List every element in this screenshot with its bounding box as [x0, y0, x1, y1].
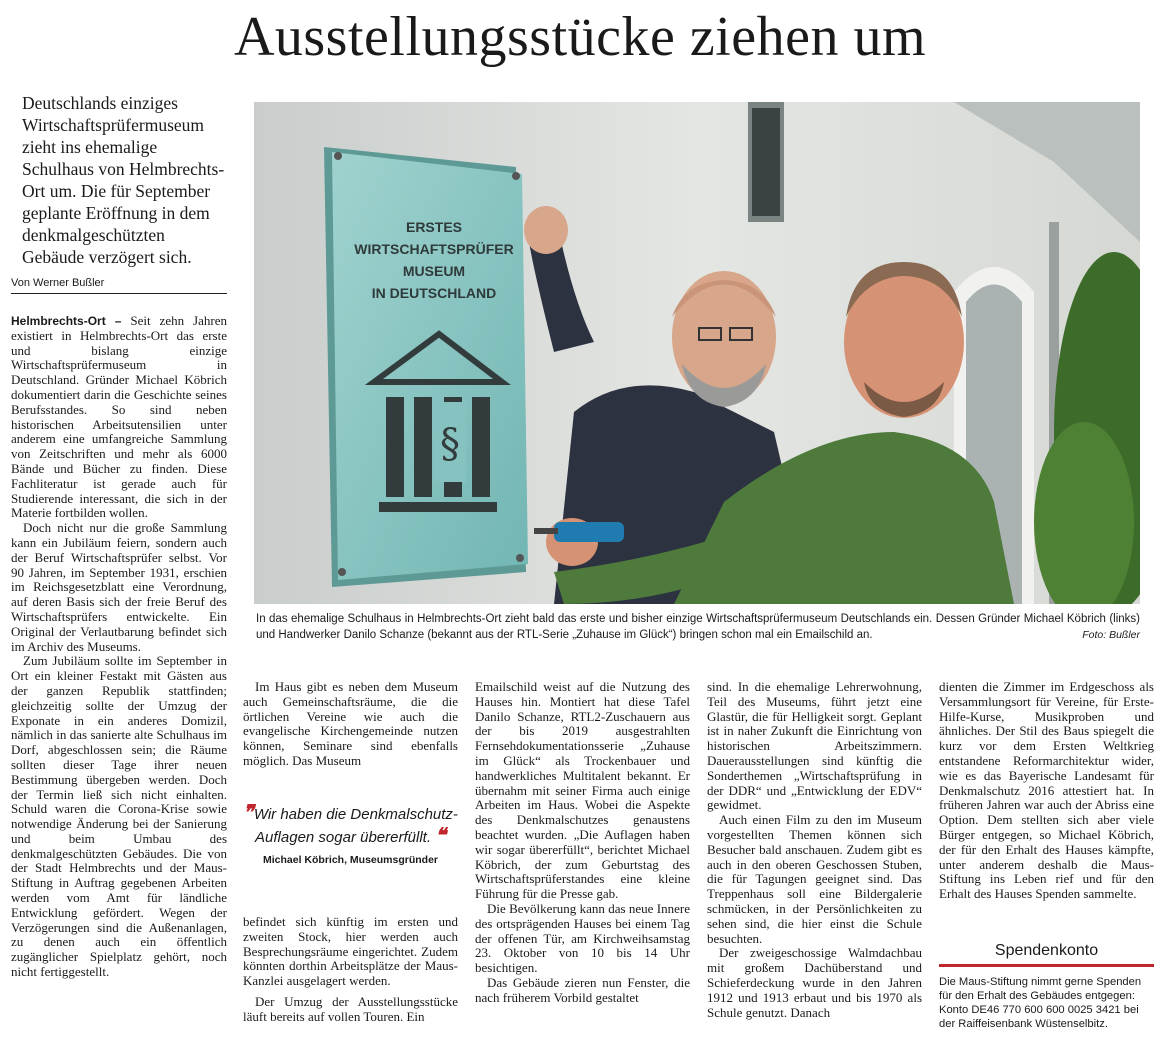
teaser: Deutschlands einziges Wirtschaftsprüfermuseum zieht ins ehemalige Schulhaus von Helmbrechts-Ort um. Die für September geplante Eröffnung in dem denkmalgeschützten Gebäude verzögert sich. — [22, 93, 225, 267]
paragraph: Auch einen Film zu den im Museum vorgestellten Themen können sich Besucher bald anschauen. Zudem gibt es auch in den oberen Geschossen Stuben, die für Tagungen geeignet sind. Das Treppenhaus soll eine Bildergalerie schmücken, in der Persönlichkeiten zu sehen sind, die hier einst die Schule besuchten. — [707, 812, 922, 946]
quote-open-mark: ❞ — [243, 800, 254, 824]
sign-line-1: ERSTES — [405, 219, 463, 235]
article-column-5 — [939, 680, 1154, 902]
article-column-4 — [707, 680, 922, 1020]
paragraph-symbol: § — [440, 421, 460, 467]
article-column-1 — [11, 314, 227, 980]
article-column-3 — [475, 680, 690, 1006]
dateline: Helmbrechts-Ort – — [11, 314, 122, 328]
photo-credit: Foto: Bußler — [1082, 629, 1140, 641]
donation-box-text: Die Maus-Stiftung nimmt gerne Spenden für den Erhalt des Gebäudes entgegen: Konto DE46 770 600 600 0025 3421 bei der Raiffeisenbank Wüstenselbitz. — [939, 976, 1142, 1030]
pull-quote — [243, 802, 458, 866]
headline: Ausstellungsstücke ziehen um — [233, 6, 927, 68]
paragraph — [11, 314, 227, 521]
paragraph: Der Umzug der Ausstellungsstücke läuft bereits auf vollen Touren. Ein — [243, 993, 458, 1024]
photo-illustration — [254, 102, 1140, 604]
article-column-2-top — [243, 680, 458, 769]
byline: Von Werner Bußler — [11, 276, 227, 294]
paragraph: Die Bevölkerung kann das neue Innere des ortsprägenden Hauses bei einem Tag der offenen Tür, am Kirchweihsamstag 23. Oktober von 10 bis 14 Uhr besichtigen. — [475, 900, 690, 976]
quote-text-block — [243, 802, 458, 848]
article-column-2-bottom — [243, 915, 458, 1025]
donation-box-title: Spendenkonto — [939, 942, 1154, 967]
paragraph: Zum Jubiläum sollte im September in Ort ein kleiner Festakt mit Gästen aus der ganzen Republik stattfinden; gleichzeitig sollte der Umzug der Exponate in ein anderes Domizil, nämlich in das sanierte alte Schulhaus im Dorf, abgeschlossen sein; die Räume sollten dieser Tage ihrer neuen Bestimmung übergeben werden. Doch der Termin ließ sich nicht einhalten. Schuld waren die Corona-Krise sowie notwendige Änderung bei der Sanierung und beim Umbau des denkmalgeschützten Gebäudes. Die von der Stadt Helmbrechts und der Maus-Stiftung in Auftrag gegebenen Arbeiten werden vom Amt für ländliche Entwicklung gefördert. Wegen der Verzögerungen sind die Außenanlagen, zu denen auch ein öffentlich zugänglicher Spielplatz gehört, noch nicht fertiggestellt. — [11, 653, 227, 980]
donation-box — [939, 942, 1154, 1031]
paragraph: Das Gebäude zieren nun Fenster, die nach früherem Vorbild gestaltet — [475, 974, 690, 1005]
quote-close-mark: ❝ — [435, 823, 446, 847]
paragraph-text: Seit zehn Jahren existiert in Helmbrechts-Ort das erste und bislang einzige Wirtschaftsprüfermuseum in Deutschland. Gründer Michael Köbrich dokumentiert darin die Geschichte seines Berufsstandes. So sind neben historischen Arbeitsutensilien unter anderem eine umfangreiche Sammlung von Zeitschriften und mehr als 6000 Bände und Bücher zu finden. Diese Fachliteratur ist gerade auch für Studierende interessant, die sich in der Materie fortbilden wollen. — [11, 313, 227, 521]
drill — [554, 522, 624, 542]
paragraph: Emailschild weist auf die Nutzung des Hauses hin. Montiert hat diese Tafel Danilo Schanze, RTL2-Zuschauern aus der bis 2019 ausgestrahlten Fernsehdokumentationsserie „Zuhause im Glück“ als Trockenbauer und handwerkliches Multitalent bekannt. Er übernahm mit seiner Firma auch einige Arbeiten im Haus. Wobei die Aspekte des Denkmalschutzes genaustens beachtet wurden. „Die Auflagen haben wir sogar übererfüllt“, berichtet Michael Köbrich, der zum Geburtstag des Wirtschaftsprüferstandes eine kleine Führung für die Presse gab. — [475, 679, 690, 902]
photo-caption — [256, 611, 1140, 643]
paragraph: befindet sich künftig im ersten und zweiten Stock, hier werden auch Besprechungsräume eingerichtet. Zudem könnten dorthin Arbeitsplätze der Maus-Kanzlei ausgelagert werden. — [243, 914, 458, 989]
article-photo — [254, 102, 1140, 604]
paragraph: Im Haus gibt es neben dem Museum auch Gemeinschaftsräume, die die örtlichen Vereine wie auch die evangelische Kirchengemeinde nutzen können, Seminare sind ebenfalls möglich. Das Museum — [243, 679, 458, 768]
museum-sign — [332, 152, 528, 580]
sign-line-3: MUSEUM — [402, 263, 466, 279]
sign-line-4: IN DEUTSCHLAND — [371, 285, 497, 301]
paragraph: Doch nicht nur die große Sammlung kann ein Jubiläum feiern, sondern auch der Beruf Wirtschaftsprüfer selbst. Vor 90 Jahren, im September 1931, erschien im Reichsgesetzblatt eine Verordnung, auf deren Basis sich der freie Beruf des Wirtschaftsprüfers entwickelte. Ein Original der Verlautbarung befindet sich im Archiv des Museums. — [11, 520, 227, 654]
caption-text: In das ehemalige Schulhaus in Helmbrechts-Ort zieht bald das erste und bisher einzige Wirtschaftsprüfermuseum Deutschlands ein. Dessen Gründer Michael Köbrich (links) und Handwerker Danilo Schanze (bekannt aus der RTL-Serie „Zuhause im Glück“) bringen schon mal ein Emailschild an. — [256, 613, 1140, 641]
sign-line-2: WIRTSCHAFTSPRÜFER — [354, 241, 514, 257]
quote-text: Wir haben die Denkmalschutz-Auflagen sogar übererfüllt. — [253, 806, 458, 846]
paragraph: sind. In die ehemalige Lehrerwohnung, Teil des Museums, führt jetzt eine Glastür, die für Helligkeit sorgt. Geplant ist in naher Zukunft die Einrichtung von historischen Arbeitszimmern. Dauerausstellungen sind künftig die Sonderthemen „Wirtschaftsprüfung in der DDR“ und „Entwicklung der EDV“ gewidmet. — [707, 679, 922, 813]
paragraph: Der zweigeschossige Walmdachbau mit großem Dachüberstand und Schieferdeckung wurde in den Jahren 1912 und 1913 erbaut und bis 1970 als Schule genutzt. Danach — [707, 945, 922, 1020]
paragraph: dienten die Zimmer im Erdgeschoss als Versammlungsort für Vereine, für Erste-Hilfe-Kurse, Musikproben und ähnliches. Der Stil des Baus spiegelt die kurz vor dem Ersten Weltkrieg entstandene Reformarchitektur wider, wie es das Bayerische Landesamt für Denkmalschutz 2016 attestiert hat. In früheren Jahren war auch der Abriss eine Option. Dem stellten sich aber viele Bürger entgegen, so Michael Köbrich, der für den Erhalt des Hauses kämpfte, unter anderem deshalb die Maus-Stiftung ins Leben rief und für den Erhalt des Hauses Spenden sammelte. — [939, 679, 1154, 902]
quote-author: Michael Köbrich, Museumsgründer — [262, 854, 439, 866]
